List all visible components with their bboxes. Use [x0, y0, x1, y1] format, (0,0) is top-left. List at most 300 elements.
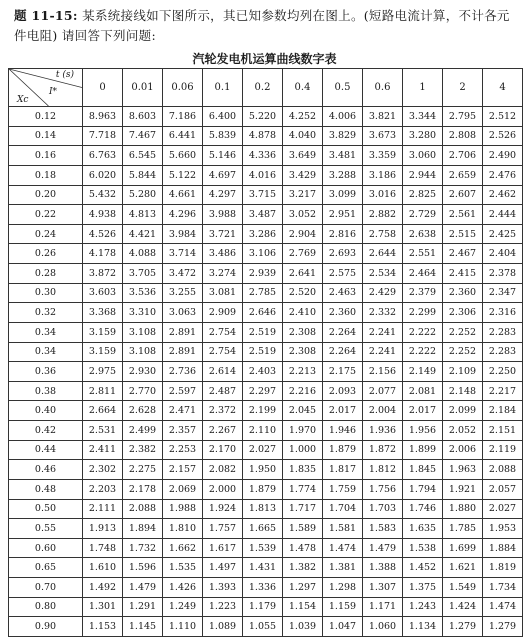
table-cell: 2.109: [443, 362, 483, 382]
table-cell: 1.474: [483, 597, 523, 617]
table-cell: 1.963: [443, 460, 483, 480]
table-cell: 3.368: [83, 303, 123, 323]
table-cell: 5.839: [203, 126, 243, 146]
table-cell: 3.063: [163, 303, 203, 323]
table-cell: 2.429: [363, 283, 403, 303]
table-cell: 2.357: [163, 421, 203, 441]
table-cell: 1.817: [323, 460, 363, 480]
row-header-cell: 0.46: [9, 460, 83, 480]
table-cell: 3.536: [123, 283, 163, 303]
table-cell: 2.646: [243, 303, 283, 323]
table-cell: 1.970: [283, 421, 323, 441]
table-row: [9, 342, 523, 362]
table-cell: 2.360: [443, 283, 483, 303]
column-header: 0.06: [163, 69, 203, 107]
row-header-cell: 0.18: [9, 165, 83, 185]
table-row: [9, 165, 523, 185]
table-row: [9, 264, 523, 284]
table-cell: 1.899: [403, 440, 443, 460]
table-cell: 3.721: [203, 224, 243, 244]
column-header: 0.1: [203, 69, 243, 107]
table-row: [9, 126, 523, 146]
table-cell: 3.159: [83, 342, 123, 362]
table-cell: 2.464: [403, 264, 443, 284]
table-cell: 4.697: [203, 165, 243, 185]
table-cell: 6.545: [123, 146, 163, 166]
table-cell: 2.411: [83, 440, 123, 460]
table-cell: 5.432: [83, 185, 123, 205]
table-cell: 1.249: [163, 597, 203, 617]
table-cell: 1.243: [403, 597, 443, 617]
table-cell: 2.644: [363, 244, 403, 264]
table-cell: 8.963: [83, 107, 123, 127]
row-header-cell: 0.20: [9, 185, 83, 205]
reactance-label: Xc: [17, 95, 29, 105]
table-cell: 2.264: [323, 342, 363, 362]
row-header-cell: 0.24: [9, 224, 83, 244]
table-cell: 2.178: [123, 479, 163, 499]
table-cell: 1.298: [323, 578, 363, 598]
table-cell: 1.703: [363, 499, 403, 519]
table-cell: 2.754: [203, 322, 243, 342]
table-cell: 4.006: [323, 107, 363, 127]
table-row: [9, 538, 523, 558]
table-cell: 2.004: [363, 401, 403, 421]
table-cell: 3.829: [323, 126, 363, 146]
table-cell: 3.288: [323, 165, 363, 185]
table-cell: 2.975: [83, 362, 123, 382]
table-cell: 2.316: [483, 303, 523, 323]
table-cell: 2.930: [123, 362, 163, 382]
table-cell: 4.016: [243, 165, 283, 185]
table-cell: 3.052: [283, 205, 323, 225]
table-row: [9, 224, 523, 244]
table-cell: 1.953: [483, 519, 523, 539]
table-row: [9, 362, 523, 382]
table-cell: 1.336: [243, 578, 283, 598]
table-cell: 2.149: [403, 362, 443, 382]
column-header: 0.2: [243, 69, 283, 107]
table-cell: 2.151: [483, 421, 523, 441]
table-cell: 2.027: [243, 440, 283, 460]
problem-number: 题 11-15:: [14, 8, 78, 23]
table-cell: 1.732: [123, 538, 163, 558]
table-cell: 1.426: [163, 578, 203, 598]
table-cell: 2.499: [123, 421, 163, 441]
table-cell: 1.301: [83, 597, 123, 617]
table-cell: 1.774: [283, 479, 323, 499]
row-header-cell: 0.34: [9, 322, 83, 342]
table-cell: 2.082: [203, 460, 243, 480]
table-cell: 1.581: [323, 519, 363, 539]
table-cell: 1.538: [403, 538, 443, 558]
table-cell: 2.241: [363, 322, 403, 342]
table-cell: 1.474: [323, 538, 363, 558]
table-cell: 3.821: [363, 107, 403, 127]
table-cell: 2.157: [163, 460, 203, 480]
table-cell: 4.296: [163, 205, 203, 225]
table-cell: 1.699: [443, 538, 483, 558]
table-row: [9, 381, 523, 401]
table-cell: 3.603: [83, 283, 123, 303]
table-cell: 2.275: [123, 460, 163, 480]
table-cell: 2.308: [283, 342, 323, 362]
table-cell: 2.404: [483, 244, 523, 264]
table-cell: 2.264: [323, 322, 363, 342]
row-header-cell: 0.80: [9, 597, 83, 617]
table-cell: 3.472: [163, 264, 203, 284]
table-cell: 1.756: [363, 479, 403, 499]
table-cell: 1.179: [243, 597, 283, 617]
table-cell: 2.099: [443, 401, 483, 421]
table-cell: 2.551: [403, 244, 443, 264]
table-cell: 2.110: [243, 421, 283, 441]
table-cell: 3.186: [363, 165, 403, 185]
table-cell: 1.621: [443, 558, 483, 578]
table-cell: 1.884: [483, 538, 523, 558]
table-cell: 5.220: [243, 107, 283, 127]
table-cell: 1.060: [363, 617, 403, 637]
table-cell: 1.894: [123, 519, 163, 539]
table-cell: 4.252: [283, 107, 323, 127]
table-cell: 2.299: [403, 303, 443, 323]
table-cell: 3.705: [123, 264, 163, 284]
table-cell: 2.758: [363, 224, 403, 244]
row-header-cell: 0.34: [9, 342, 83, 362]
table-cell: 3.429: [283, 165, 323, 185]
table-cell: 2.476: [483, 165, 523, 185]
table-cell: 1.153: [83, 617, 123, 637]
table-cell: 2.467: [443, 244, 483, 264]
table-cell: 3.984: [163, 224, 203, 244]
table-cell: 2.252: [443, 342, 483, 362]
table-cell: 3.108: [123, 342, 163, 362]
table-cell: 1.988: [163, 499, 203, 519]
table-cell: 2.170: [203, 440, 243, 460]
table-cell: 2.069: [163, 479, 203, 499]
row-header-cell: 0.42: [9, 421, 83, 441]
table-cell: 3.481: [323, 146, 363, 166]
table-row: [9, 283, 523, 303]
table-cell: 1.879: [243, 479, 283, 499]
table-cell: 1.279: [483, 617, 523, 637]
table-cell: 4.938: [83, 205, 123, 225]
table-cell: 4.088: [123, 244, 163, 264]
table-cell: 4.878: [243, 126, 283, 146]
table-cell: 2.253: [163, 440, 203, 460]
corner-header-cell: [9, 69, 83, 107]
table-cell: 2.156: [363, 362, 403, 382]
table-cell: 1.159: [323, 597, 363, 617]
table-cell: 2.795: [443, 107, 483, 127]
table-cell: 2.471: [163, 401, 203, 421]
table-row: [9, 558, 523, 578]
table-cell: 1.497: [203, 558, 243, 578]
table-cell: 2.808: [443, 126, 483, 146]
table-cell: 4.813: [123, 205, 163, 225]
table-cell: 3.359: [363, 146, 403, 166]
table-cell: 1.479: [123, 578, 163, 598]
table-cell: 2.217: [483, 381, 523, 401]
table-cell: 2.111: [83, 499, 123, 519]
row-header-cell: 0.38: [9, 381, 83, 401]
table-cell: 1.539: [243, 538, 283, 558]
table-cell: 2.045: [283, 401, 323, 421]
table-cell: 2.487: [203, 381, 243, 401]
table-cell: 1.279: [443, 617, 483, 637]
table-cell: 2.425: [483, 224, 523, 244]
table-row: [9, 421, 523, 441]
table-cell: 1.845: [403, 460, 443, 480]
table-cell: 1.748: [83, 538, 123, 558]
table-cell: 1.913: [83, 519, 123, 539]
table-cell: 1.047: [323, 617, 363, 637]
table-cell: 2.306: [443, 303, 483, 323]
table-cell: 2.006: [443, 440, 483, 460]
table-cell: 5.660: [163, 146, 203, 166]
row-header-cell: 0.26: [9, 244, 83, 264]
table-cell: 2.754: [203, 342, 243, 362]
table-cell: 2.057: [483, 479, 523, 499]
table-cell: 2.512: [483, 107, 523, 127]
table-cell: 2.770: [123, 381, 163, 401]
column-header: 0.5: [323, 69, 363, 107]
table-cell: 2.462: [483, 185, 523, 205]
table-cell: 2.222: [403, 322, 443, 342]
table-cell: 1.424: [443, 597, 483, 617]
table-cell: 2.119: [483, 440, 523, 460]
table-cell: 2.816: [323, 224, 363, 244]
table-row: [9, 303, 523, 323]
table-cell: 1.759: [323, 479, 363, 499]
table-row: [9, 146, 523, 166]
table-cell: 3.714: [163, 244, 203, 264]
table-cell: 1.589: [283, 519, 323, 539]
table-cell: 8.603: [123, 107, 163, 127]
table-cell: 3.106: [243, 244, 283, 264]
table-cell: 1.950: [243, 460, 283, 480]
table-cell: 2.939: [243, 264, 283, 284]
table-cell: 3.715: [243, 185, 283, 205]
table-cell: 3.286: [243, 224, 283, 244]
table-cell: 2.332: [363, 303, 403, 323]
table-cell: 2.081: [403, 381, 443, 401]
table-cell: 1.596: [123, 558, 163, 578]
table-cell: 2.891: [163, 322, 203, 342]
table-cell: 2.811: [83, 381, 123, 401]
table-cell: 1.946: [323, 421, 363, 441]
table-cell: 1.583: [363, 519, 403, 539]
table-cell: 1.704: [323, 499, 363, 519]
table-row: [9, 401, 523, 421]
table-cell: 1.382: [283, 558, 323, 578]
table-row: [9, 499, 523, 519]
table-cell: 2.175: [323, 362, 363, 382]
table-cell: 2.017: [403, 401, 443, 421]
table-cell: 1.717: [283, 499, 323, 519]
table-cell: 2.088: [123, 499, 163, 519]
table-cell: 2.222: [403, 342, 443, 362]
table-cell: 1.872: [363, 440, 403, 460]
time-axis-label: t (s): [55, 70, 74, 80]
row-header-cell: 0.14: [9, 126, 83, 146]
table-cell: 2.027: [483, 499, 523, 519]
row-header-cell: 0.16: [9, 146, 83, 166]
operating-curve-table: [8, 68, 523, 637]
table-cell: 3.108: [123, 322, 163, 342]
table-cell: 2.490: [483, 146, 523, 166]
table-cell: 1.734: [483, 578, 523, 598]
table-row: [9, 322, 523, 342]
column-header: 0: [83, 69, 123, 107]
table-cell: 6.763: [83, 146, 123, 166]
table-cell: 2.519: [243, 322, 283, 342]
table-cell: 1.000: [283, 440, 323, 460]
table-cell: 5.280: [123, 185, 163, 205]
table-cell: 2.520: [283, 283, 323, 303]
table-cell: 3.486: [203, 244, 243, 264]
row-header-cell: 0.12: [9, 107, 83, 127]
table-cell: 2.250: [483, 362, 523, 382]
table-cell: 1.291: [123, 597, 163, 617]
table-cell: 3.487: [243, 205, 283, 225]
row-header-cell: 0.40: [9, 401, 83, 421]
table-cell: 2.638: [403, 224, 443, 244]
table-cell: 2.403: [243, 362, 283, 382]
table-cell: 3.310: [123, 303, 163, 323]
table-cell: 1.635: [403, 519, 443, 539]
table-cell: 1.746: [403, 499, 443, 519]
table-cell: 2.909: [203, 303, 243, 323]
table-cell: 2.607: [443, 185, 483, 205]
table-cell: 3.274: [203, 264, 243, 284]
table-cell: 1.223: [203, 597, 243, 617]
table-cell: 2.534: [363, 264, 403, 284]
table-cell: 1.110: [163, 617, 203, 637]
table-cell: 2.213: [283, 362, 323, 382]
table-cell: 1.479: [363, 538, 403, 558]
table-row: [9, 205, 523, 225]
table-cell: 2.891: [163, 342, 203, 362]
table-cell: 6.020: [83, 165, 123, 185]
table-cell: 2.736: [163, 362, 203, 382]
table-cell: 2.216: [283, 381, 323, 401]
table-cell: 1.452: [403, 558, 443, 578]
table-cell: 1.794: [403, 479, 443, 499]
table-row: [9, 578, 523, 598]
table-cell: 2.951: [323, 205, 363, 225]
table-cell: 1.492: [83, 578, 123, 598]
table-cell: 2.882: [363, 205, 403, 225]
table-cell: 2.463: [323, 283, 363, 303]
table-cell: 2.519: [243, 342, 283, 362]
table-cell: 1.812: [363, 460, 403, 480]
table-cell: 1.924: [203, 499, 243, 519]
table-cell: 1.388: [363, 558, 403, 578]
table-cell: 1.810: [163, 519, 203, 539]
table-row: [9, 244, 523, 264]
table-cell: 2.372: [203, 401, 243, 421]
table-cell: 1.879: [323, 440, 363, 460]
table-cell: 3.872: [83, 264, 123, 284]
table-cell: 1.880: [443, 499, 483, 519]
table-cell: 2.904: [283, 224, 323, 244]
table-cell: 1.171: [363, 597, 403, 617]
table-cell: 7.467: [123, 126, 163, 146]
table-title: 汽轮发电机运算曲线数字表: [192, 52, 337, 66]
row-header-cell: 0.32: [9, 303, 83, 323]
table-cell: 2.415: [443, 264, 483, 284]
table-cell: 1.617: [203, 538, 243, 558]
table-cell: 2.614: [203, 362, 243, 382]
table-cell: 1.549: [443, 578, 483, 598]
table-cell: 1.055: [243, 617, 283, 637]
table-cell: 3.016: [363, 185, 403, 205]
table-cell: 2.729: [403, 205, 443, 225]
table-cell: 2.379: [403, 283, 443, 303]
row-header-cell: 0.55: [9, 519, 83, 539]
column-header: 0.4: [283, 69, 323, 107]
row-header-cell: 0.90: [9, 617, 83, 637]
table-cell: 4.297: [203, 185, 243, 205]
table-cell: 1.154: [283, 597, 323, 617]
table-cell: 2.283: [483, 322, 523, 342]
table-cell: 1.835: [283, 460, 323, 480]
table-cell: 1.393: [203, 578, 243, 598]
table-cell: 3.988: [203, 205, 243, 225]
table-cell: 4.178: [83, 244, 123, 264]
table-cell: 2.148: [443, 381, 483, 401]
table-cell: 2.199: [243, 401, 283, 421]
table-cell: 2.347: [483, 283, 523, 303]
table-cell: 2.597: [163, 381, 203, 401]
table-cell: 7.718: [83, 126, 123, 146]
table-cell: 7.186: [163, 107, 203, 127]
table-row: [9, 519, 523, 539]
table-cell: 2.444: [483, 205, 523, 225]
table-cell: 2.664: [83, 401, 123, 421]
column-header: 4: [483, 69, 523, 107]
table-cell: 1.297: [283, 578, 323, 598]
table-cell: 1.813: [243, 499, 283, 519]
table-cell: 2.769: [283, 244, 323, 264]
table-cell: 2.297: [243, 381, 283, 401]
table-cell: 4.526: [83, 224, 123, 244]
table-cell: 1.039: [283, 617, 323, 637]
table-cell: 2.706: [443, 146, 483, 166]
table-cell: 6.400: [203, 107, 243, 127]
table-cell: 1.145: [123, 617, 163, 637]
table-cell: 5.146: [203, 146, 243, 166]
table-cell: 1.375: [403, 578, 443, 598]
table-cell: 5.844: [123, 165, 163, 185]
table-cell: 2.382: [123, 440, 163, 460]
table-cell: 3.673: [363, 126, 403, 146]
table-cell: 1.478: [283, 538, 323, 558]
table-cell: 3.081: [203, 283, 243, 303]
table-cell: 1.921: [443, 479, 483, 499]
table-cell: 2.825: [403, 185, 443, 205]
table-cell: 2.531: [83, 421, 123, 441]
table-cell: 1.785: [443, 519, 483, 539]
table-cell: 1.757: [203, 519, 243, 539]
table-row: [9, 107, 523, 127]
table-cell: 2.267: [203, 421, 243, 441]
table-cell: 3.649: [283, 146, 323, 166]
table-row: [9, 597, 523, 617]
table-cell: 1.610: [83, 558, 123, 578]
problem-statement: [14, 6, 519, 46]
